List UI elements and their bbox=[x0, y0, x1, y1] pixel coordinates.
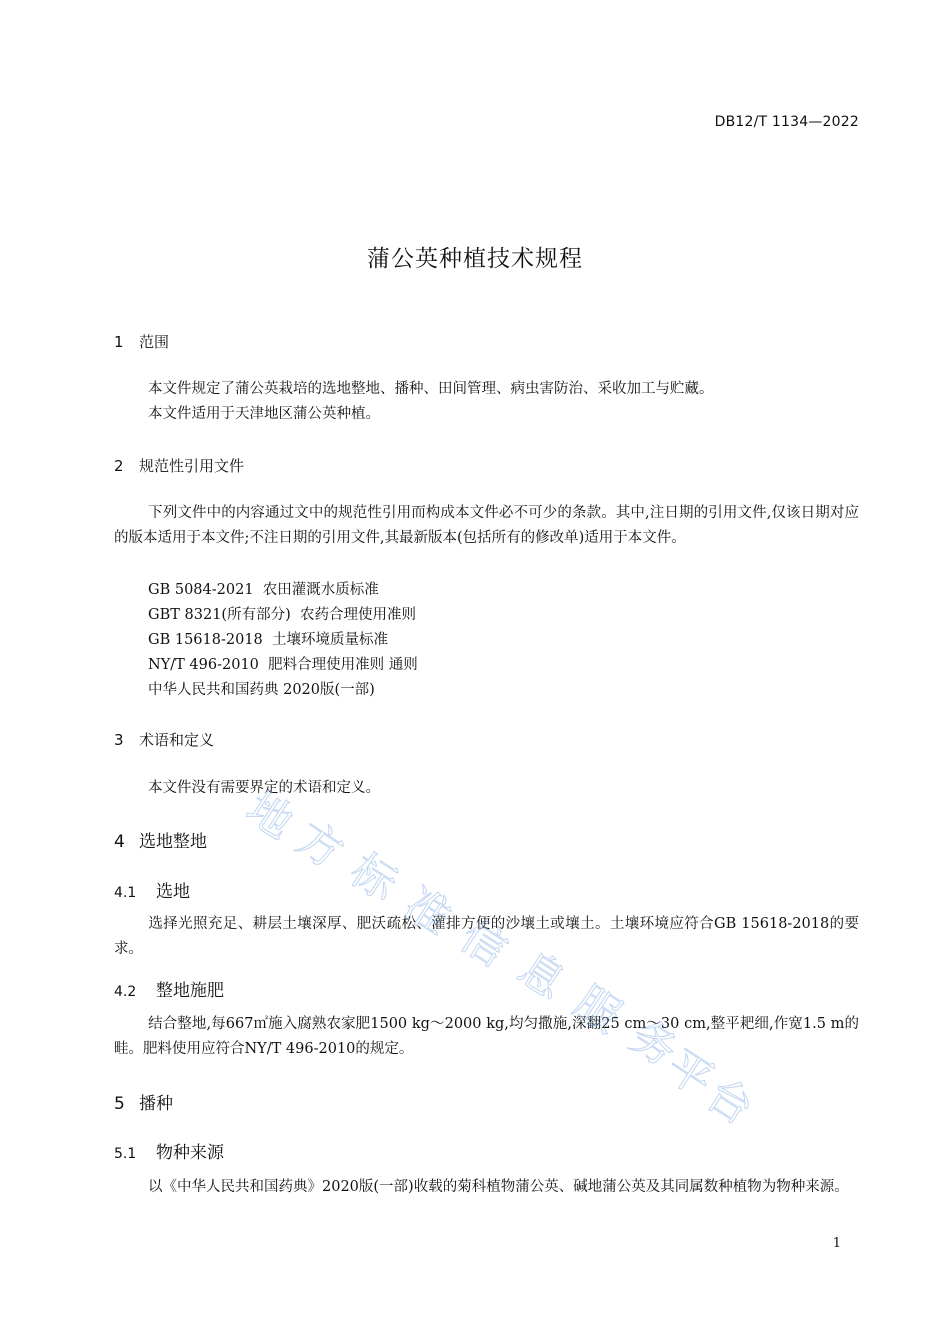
reference-item: GBT 8321(所有部分) 农药合理使用准则 bbox=[148, 607, 416, 623]
paragraph-text: 选择光照充足、耕层土壤深厚、肥沃疏松、灌排方便的沙壤土或壤土。土壤环境应符合GB 15618-2018的要求。 bbox=[114, 916, 859, 957]
subsection-title: 整地施肥 bbox=[156, 981, 224, 1001]
document-title: 蒲公英种植技术规程 bbox=[367, 246, 583, 272]
reference-item: GB 5084-2021 农田灌溉水质标准 bbox=[148, 582, 379, 598]
watermark-char: 准 bbox=[395, 878, 460, 946]
section-number: 4 bbox=[114, 832, 125, 852]
section-number: 5 bbox=[114, 1094, 125, 1114]
paragraph bbox=[114, 402, 859, 427]
section-title: 播种 bbox=[139, 1094, 173, 1114]
reference-item: NY/T 496-2010 肥料合理使用准则 通则 bbox=[148, 657, 418, 673]
section-number: 1 bbox=[114, 333, 124, 351]
paragraph-text: 本文件没有需要界定的术语和定义。 bbox=[148, 780, 380, 796]
subsection-number: 5.1 bbox=[114, 1146, 137, 1162]
watermark-char: 平 bbox=[657, 1040, 722, 1108]
document-code: DB12/T 1134—2022 bbox=[714, 114, 859, 130]
watermark-char: 地 bbox=[237, 782, 302, 850]
subsection-number: 4.2 bbox=[114, 984, 137, 1000]
paragraph-text: 结合整地,每667㎡施入腐熟农家肥1500 kg～2000 kg,均匀撒施,深翻25 cm～30 cm,整平耙细,作宽1.5 m的畦。肥料使用应符合NY/T 496-2010的规定。 bbox=[114, 1016, 859, 1057]
paragraph-text: 本文件规定了蒲公英栽培的选地整地、播种、田间管理、病虫害防治、采收加工与贮藏。 bbox=[148, 381, 714, 397]
paragraph bbox=[114, 377, 859, 402]
watermark-char: 台 bbox=[697, 1068, 762, 1136]
section-heading-terms bbox=[114, 729, 214, 750]
paragraph bbox=[114, 1175, 859, 1200]
section-heading-sowing bbox=[114, 1089, 173, 1114]
paragraph bbox=[114, 501, 859, 551]
watermark-char: 信 bbox=[451, 910, 516, 978]
subsection-heading-species-source bbox=[114, 1138, 224, 1163]
watermark-char: 服 bbox=[565, 976, 630, 1044]
reference-item: GB 15618-2018 土壤环境质量标准 bbox=[148, 632, 388, 648]
watermark-char: 务 bbox=[621, 1010, 686, 1078]
paragraph bbox=[114, 912, 859, 962]
paragraph bbox=[114, 776, 859, 801]
section-title: 范围 bbox=[139, 333, 170, 351]
section-heading-site-selection bbox=[114, 827, 207, 852]
watermark-char: 方 bbox=[287, 812, 352, 880]
paragraph-text: 以《中华人民共和国药典》2020版(一部)收载的菊科植物蒲公英、碱地蒲公英及其同属数种植物为物种来源。 bbox=[148, 1179, 849, 1195]
subsection-heading-fertilization bbox=[114, 976, 224, 1001]
subsection-title: 选地 bbox=[156, 882, 190, 902]
section-heading-scope bbox=[114, 331, 169, 352]
paragraph-text: 下列文件中的内容通过文中的规范性引用而构成本文件必不可少的条款。其中,注日期的引用文件,仅该日期对应的版本适用于本文件;不注日期的引用文件,其最新版本(包括所有的修改单)适用于本文件。 bbox=[114, 505, 859, 546]
subsection-heading-site bbox=[114, 877, 190, 902]
section-number: 3 bbox=[114, 731, 124, 749]
subsection-title: 物种来源 bbox=[156, 1143, 224, 1163]
section-heading-normative-references bbox=[114, 455, 244, 476]
paragraph-text: 本文件适用于天津地区蒲公英种植。 bbox=[148, 406, 380, 422]
subsection-number: 4.1 bbox=[114, 885, 137, 901]
watermark-char: 标 bbox=[341, 844, 406, 912]
section-number: 2 bbox=[114, 457, 124, 475]
paragraph bbox=[114, 1012, 859, 1062]
section-title: 术语和定义 bbox=[139, 731, 215, 749]
section-title: 选地整地 bbox=[139, 832, 207, 852]
reference-item: 中华人民共和国药典 2020版(一部) bbox=[148, 682, 375, 698]
page-number: 1 bbox=[832, 1236, 841, 1251]
watermark-char: 息 bbox=[509, 942, 574, 1010]
section-title: 规范性引用文件 bbox=[139, 457, 245, 475]
